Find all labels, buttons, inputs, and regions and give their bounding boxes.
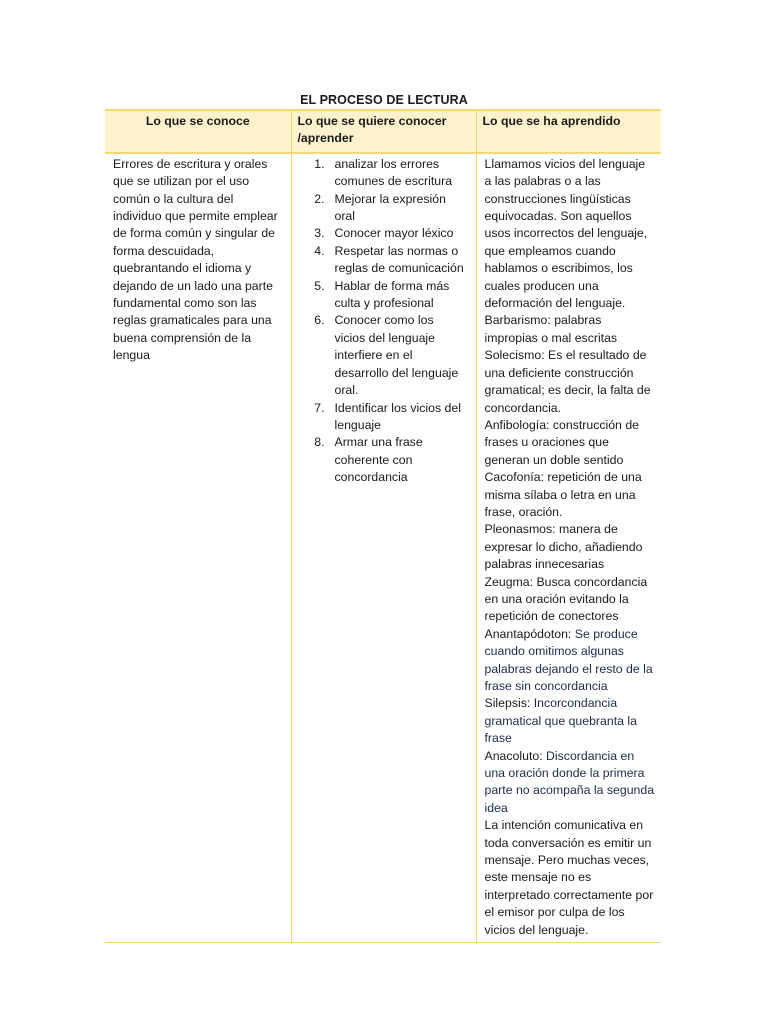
def-silepsis: Incorcondancia gramatical que quebranta la frase [484, 696, 637, 746]
def-anantapodoton: Se produce cuando omitimos algunas palabras dejando el resto de la frase sin concordancia [484, 626, 653, 693]
list-item [300, 225, 470, 242]
list-item [300, 191, 470, 226]
want-list [300, 156, 470, 487]
definition-anacoluto [485, 748, 656, 818]
list-text: analizar los errores comunes de escritura [334, 156, 453, 189]
header-want: Lo que se quiere conocer /aprender [291, 110, 476, 153]
list-number: 4. [314, 243, 325, 258]
definition-anantapodoton [485, 626, 656, 696]
page-title: EL PROCESO DE LECTURA [300, 93, 468, 107]
list-text: Mejorar la expresión oral [334, 191, 446, 224]
list-text: Conocer mayor léxico [334, 226, 454, 241]
list-number: 3. [314, 226, 325, 241]
def-anacoluto: Discordancia en una oración donde la primera parte no acompaña la segunda idea [484, 748, 655, 815]
list-number: 6. [314, 313, 325, 328]
list-item [300, 156, 470, 191]
header-learned: Lo que se ha aprendido [476, 110, 661, 153]
list-number: 1. [314, 156, 325, 171]
known-text: Errores de escritura y orales que se utilizan por el uso común o la cultura del individuo que permite emplear de forma común y singular de forma descuidada, quebrantando el idioma y dejando de un lado una parte fundamental como son las reglas gramaticales para una buena comprensión de la lengua [113, 156, 278, 363]
list-number: 7. [314, 400, 325, 415]
list-item [300, 312, 470, 399]
term-anacoluto: Anacoluto: [484, 748, 543, 763]
content-row [105, 153, 661, 943]
list-item [300, 278, 470, 313]
definition-pleonasmos: Pleonasmos: manera de expresar lo dicho, añadiendo palabras innecesarias [484, 522, 643, 572]
list-number: 2. [314, 191, 325, 206]
list-text: Hablar de forma más culta y profesional [334, 278, 450, 311]
list-text: Identificar los vicios del lenguaje [334, 400, 461, 432]
learned-outro: La intención comunicativa en toda conversación es emitir un mensaje. Pero muchas veces, este mensaje no es interpretado correctamente por el emisor por culpa de los vicios del lenguaje. [484, 818, 654, 937]
learned-intro: Llamamos vicios del lenguaje a las palabras o a las construcciones lingüísticas equivocadas. Son aquellos usos incorrectos del lenguaje, que empleamos cuando hablamos o escribimos, los cuales producen una deformación del lenguaje. [484, 156, 648, 311]
list-text: Conocer como los vicios del lenguaje interfiere en el desarrollo del lenguaje oral. [334, 313, 459, 398]
list-number: 8. [314, 435, 325, 450]
definition-zeugma: Zeugma: Busca concordancia en una oración evitando la repetición de conectores [484, 574, 648, 624]
definition-anfibologia: Anfibología: construcción de frases u oraciones que generan un doble sentido [484, 417, 639, 467]
learned-cell [476, 153, 661, 943]
definition-silepsis [485, 695, 656, 747]
list-item [300, 400, 470, 435]
term-anantapodoton: Anantapódoton: [484, 626, 572, 641]
definition-barbarismo: Barbarismo: palabras impropias o mal escritas [484, 313, 618, 345]
want-cell [291, 153, 476, 943]
header-known: Lo que se conoce [105, 110, 291, 153]
list-number: 5. [314, 278, 325, 293]
list-item [300, 434, 470, 486]
list-item [300, 243, 470, 278]
list-text: Respetar las normas o reglas de comunicación [334, 243, 464, 276]
known-cell [105, 153, 291, 943]
definition-solecismo: Solecismo: Es el resultado de una deficiente construcción gramatical; es decir, la falta de concordancia. [484, 348, 651, 415]
definition-cacofonia: Cacofonía: repetición de una misma sílaba o letra en una frase, oración. [484, 470, 642, 519]
term-silepsis: Silepsis: [484, 696, 531, 711]
kwl-table [105, 109, 661, 943]
list-text: Armar una frase coherente con concordancia [334, 435, 423, 485]
header-row [105, 110, 661, 153]
